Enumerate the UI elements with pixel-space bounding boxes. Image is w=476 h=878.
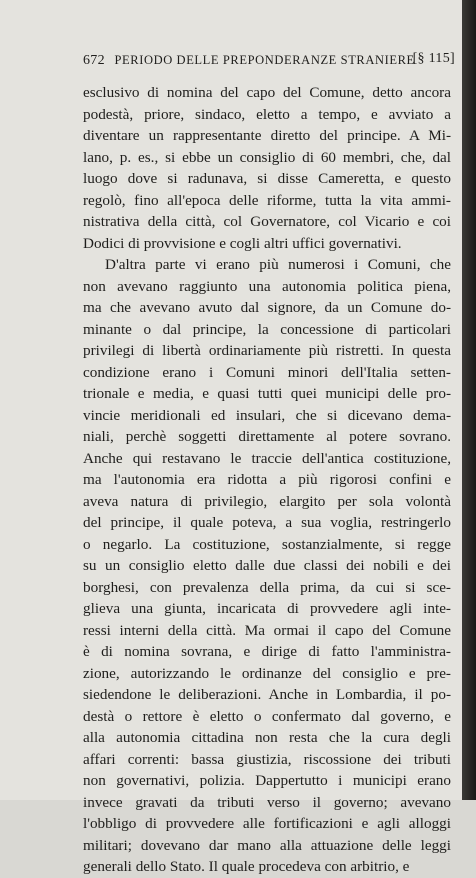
text-line: Anche qui restavano le traccie dell'antica costituzione, [83,449,451,467]
text-line: condizione erano i Comuni minori dell'Italia setten- [83,363,451,381]
running-title: PERIODO DELLE PREPONDERANZE STRANIERE [114,53,415,67]
text-line: vincie meridionali ed insulari, che si dicevano dema- [83,406,451,424]
page-edge-shadow [462,0,476,800]
text-line: esclusivo di nomina del capo del Comune, detto ancora [83,84,451,101]
text-line: non governativi, polizia. Dappertutto i municipi erano [83,772,451,789]
text-line: ma l'autonomia era ridotta a più rigorosi confini e [83,471,451,488]
text-line: ma che avevano avuto dal signore, da un Comune do- [83,299,451,316]
text-line: è di nomina sovrana, e dirige di fatto l'amministra- [83,643,451,660]
text-line: podestà, priore, sindaco, eletto a tempo, e avviato a [83,105,451,123]
text-line: militari; dovevano dar mano alla attuazione delle leggi [83,836,451,854]
running-header [83,52,455,69]
text-line: privilegi di libertà ordinariamente più ristretti. In questa [83,342,451,359]
text-line: aveva natura di privilegio, elargito per sola volontà [83,492,451,510]
text-line: regolò, fino all'epoca delle riforme, tutta la vita ammi- [83,191,451,209]
text-line: siedendone le deliberazioni. Anche in Lombardia, il po- [83,686,451,703]
text-line: non avevano raggiunto una autonomia politica piena, [83,277,451,295]
text-line: borghesi, con prevalenza della prima, da cui si sce- [83,578,451,596]
text-line: minante o dal principe, la concessione di particolari [83,320,451,338]
page-number: 672 [83,53,105,68]
section-number: [§ 115] [412,51,455,66]
text-line: trionale e media, e quasi tutti quei municipi delle pro- [83,385,451,402]
text-line: invece gravati da tributi verso il governo; avevano [83,793,451,811]
text-line: luogo dove si radunava, si disse Cameretta, e questo [83,170,451,187]
text-line: glieva una giunta, incaricata di provvedere agli inte- [83,600,451,617]
text-line: l'obbligo di provvedere alle fortificazioni e agli alloggi [83,815,451,832]
text-line: generali dello Stato. Il quale procedeva con arbitrio, e [83,858,410,875]
text-line: nistrativa della città, col Governatore, col Vicario e coi [83,213,451,230]
text-line: alla autonomia cittadina non resta che la cura degli [83,729,451,746]
text-line: D'altra parte vi erano più numerosi i Comuni, che [105,256,451,273]
text-line: zione, autorizzando le ordinanze del consiglio e pre- [83,664,451,682]
text-line: lano, p. es., si ebbe un consiglio di 60 membri, che, dal [83,148,451,166]
text-line: destà o rettore è eletto o confermato dal governo, e [83,707,451,725]
text-line: del principe, il quale poteva, a sua voglia, restringerlo [83,514,451,531]
text-line: affari correnti: bassa giustizia, riscossione dei tributi [83,750,451,768]
text-line: diventare un rappresentante diretto del principe. A Mi- [83,127,451,144]
text-line: o negarlo. La costituzione, sostanzialmente, si regge [83,535,451,553]
text-line: ressi interni della città. Ma ormai il capo del Comune [83,621,451,639]
text-line: niali, perchè soggetti direttamente al potere sovrano. [83,428,451,445]
text-line: Dodici di provvisione e cogli altri uffici governativi. [83,234,402,252]
text-line: su un consiglio eletto dalle due classi dei nobili e dei [83,557,451,574]
body-text [83,82,451,878]
